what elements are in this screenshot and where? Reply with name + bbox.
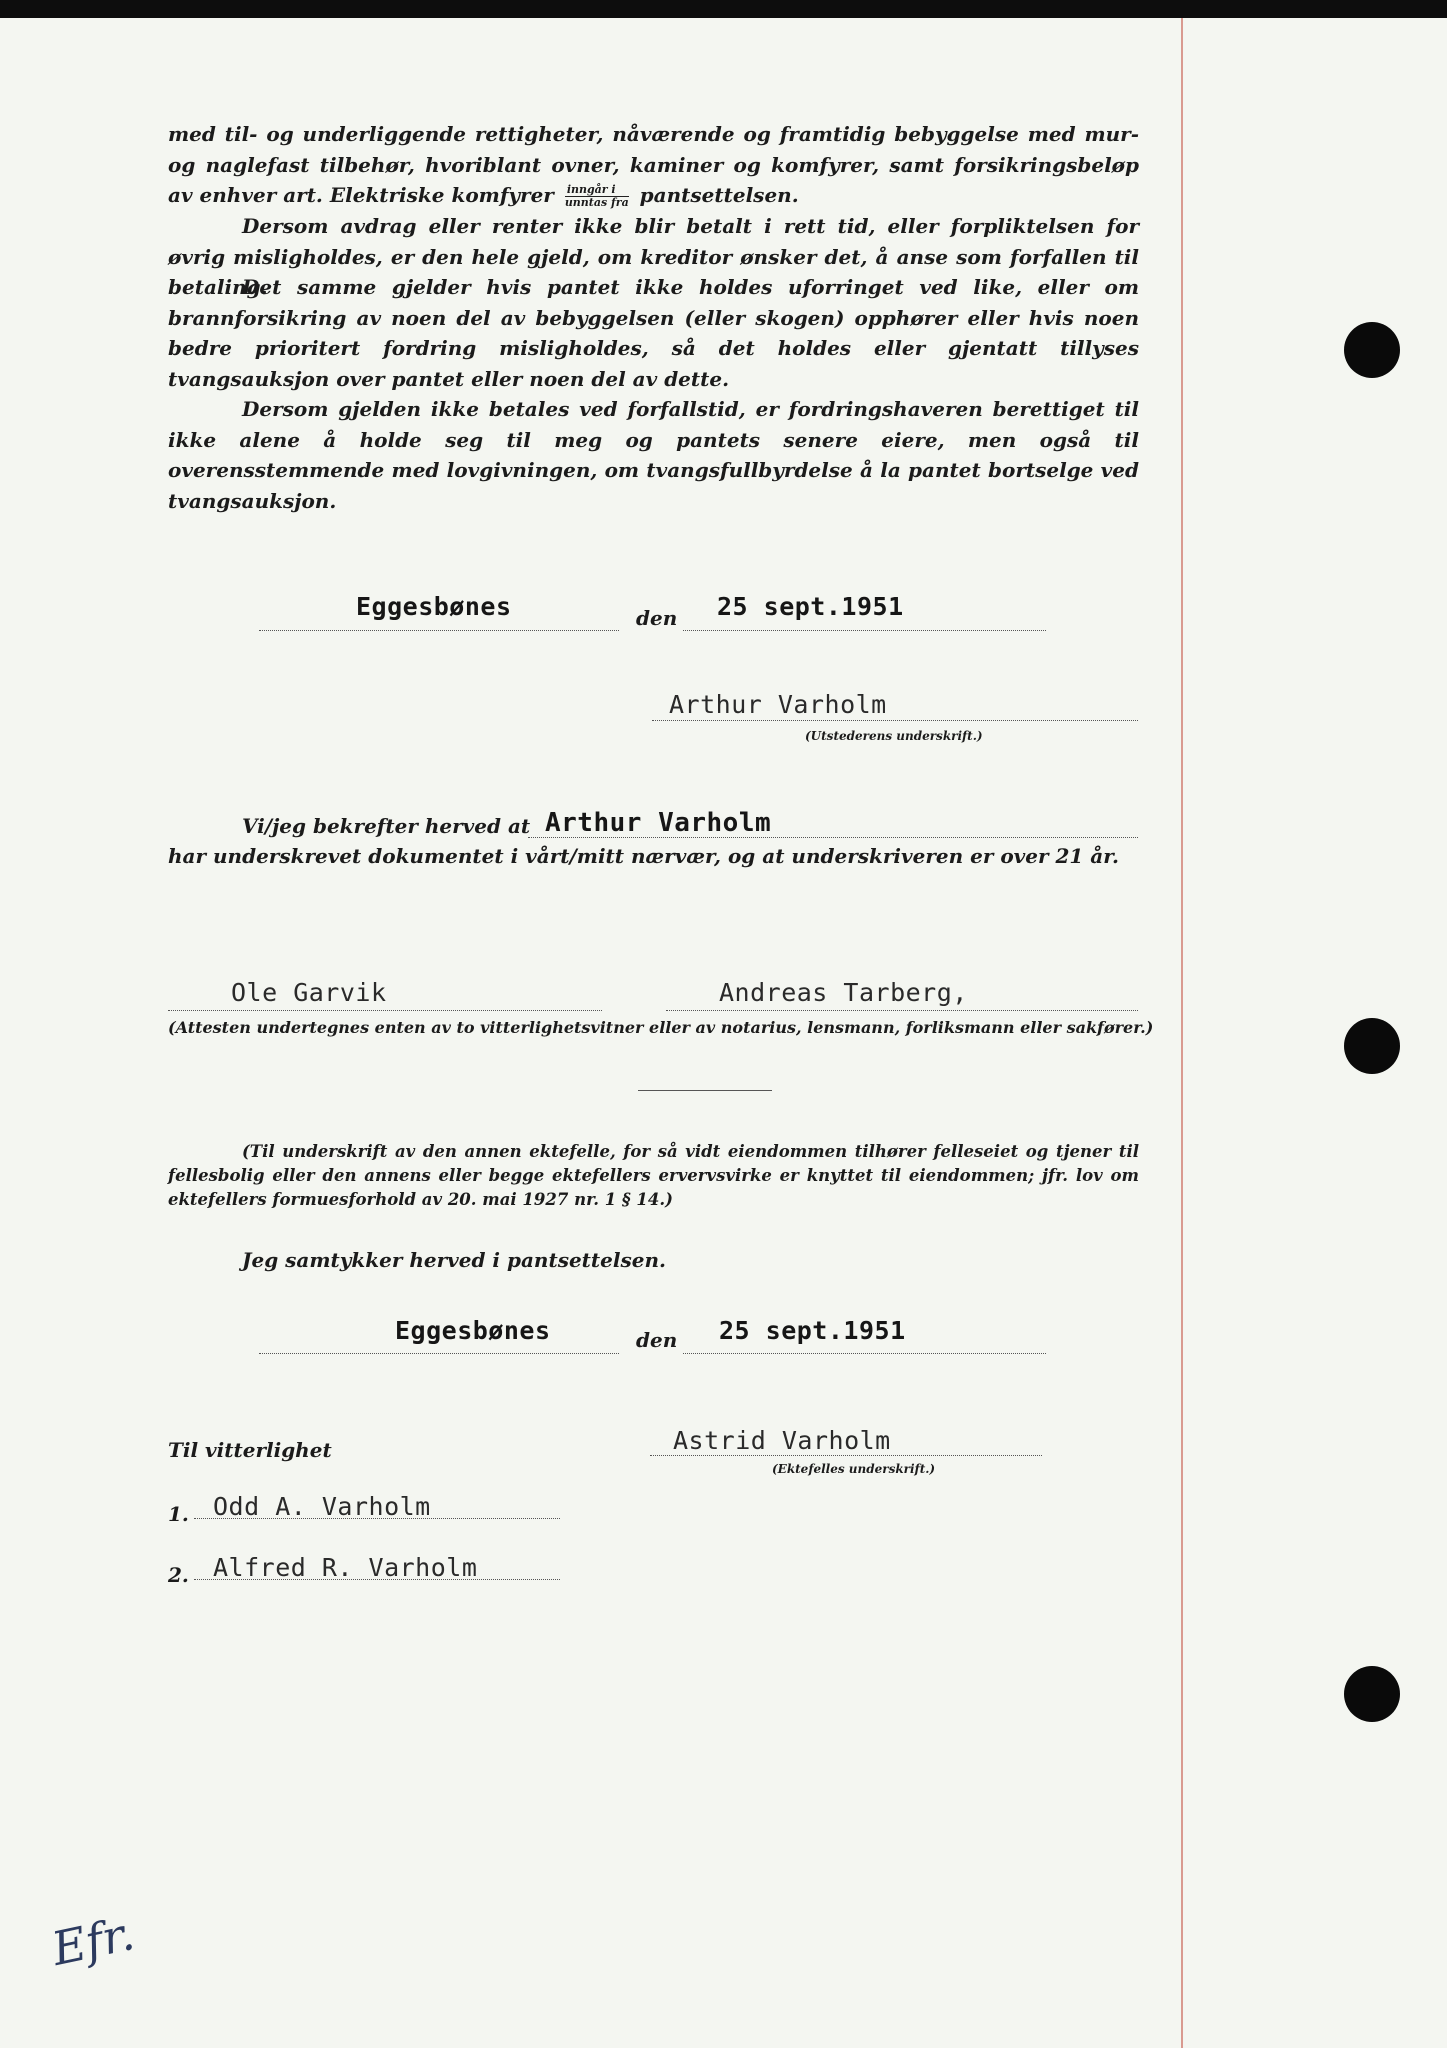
- clause-default: Dersom avdrag eller renter ikke blir betalt i rett tid, eller forpliktelsen for øvrig misligholdes, er den hele gjeld, om kreditor ønsker det, å anse som forfallen til betaling.: [168, 214, 1139, 299]
- consent-text: Jeg samtykker herved i pantsettelsen.: [242, 1248, 666, 1272]
- place-line: [259, 1353, 619, 1354]
- clause-property: [168, 119, 1139, 211]
- spouse-signature: Astrid Varholm: [673, 1426, 891, 1455]
- attestation-line: [528, 837, 1138, 838]
- attestation-name: Arthur Varholm: [545, 808, 772, 838]
- handwritten-initials: Efr.: [47, 1906, 139, 1976]
- margin-rule: [1181, 18, 1183, 2048]
- attestation-prefix: Vi/jeg bekrefter herved at: [242, 814, 531, 838]
- date-line: [683, 630, 1046, 631]
- signature-line: [652, 720, 1138, 721]
- date-1: 25 sept.1951: [717, 592, 904, 621]
- witness-left: Ole Garvik: [231, 978, 387, 1007]
- bleed-through: [1030, 88, 1034, 104]
- punch-hole: [1344, 1018, 1400, 1074]
- clause-property-text: med til- og underliggende rettigheter, nåværende og framtidig bebyggelse med mur- og naglefast tilbehør, hvoriblant ovner, kaminer og komfyrer, samt forsikringsbeløp av enhver art. Elektriske komfyrer: [168, 122, 1139, 207]
- witness-name-1: Odd A. Varholm: [213, 1492, 431, 1521]
- place-1: Eggesbønes: [356, 592, 512, 621]
- date-2: 25 sept.1951: [719, 1316, 906, 1345]
- signature-line: [650, 1455, 1042, 1456]
- witness-number-1: 1.: [168, 1502, 189, 1526]
- den-label-1: den: [636, 606, 678, 630]
- clause-insurance: Det samme gjelder hvis pantet ikke holdes uforringet ved like, eller om brannforsikring av noen del av bebyggelsen (eller skogen) opphører eller hvis noen bedre prioritert fordring misligholdes, så det holdes eller gjentatt tillyses tvangsauksjon over pantet eller noen del av dette.: [168, 275, 1139, 391]
- witness-line: [666, 1010, 1138, 1011]
- spouse-note: (Til underskrift av den annen ektefelle, for så vidt eiendommen tilhører felleseiet og tjener til fellesbolig eller den annens eller begge ektefellers ervervsvirke er knyttet til eiendommen; jfr. lov om ektefellers formuesforhold av 20. mai 1927 nr. 1 § 14.): [168, 1142, 1139, 1209]
- witness-line: [194, 1579, 560, 1580]
- witness-caption: (Attesten undertegnes enten av to vitterlighetsvitner eller av notarius, lensmann, forliksmann eller sakfører.): [168, 1018, 1154, 1037]
- witness-number-2: 2.: [168, 1563, 189, 1587]
- clause-enforcement: Dersom gjelden ikke betales ved forfallstid, er fordringshaveren berettiget til ikke alene å holde seg til meg og pantets senere eiere, men også til overensstemmende med lovgivningen, om tvangsfullbyrdelse å la pantet bortselge ved tvangsauksjon.: [168, 397, 1139, 513]
- date-line: [683, 1353, 1046, 1354]
- den-label-2: den: [636, 1328, 678, 1352]
- issuer-signature: Arthur Varholm: [669, 690, 887, 719]
- witness-line: [168, 1010, 602, 1011]
- issuer-caption: (Utstederens underskrift.): [805, 729, 983, 743]
- clause-property-end: pantsettelsen.: [639, 183, 799, 207]
- place-line: [259, 630, 619, 631]
- witness-name-2: Alfred R. Varholm: [213, 1553, 478, 1582]
- document-page: [0, 18, 1447, 2048]
- punch-hole: [1344, 322, 1400, 378]
- punch-hole: [1344, 1666, 1400, 1722]
- witness-heading: Til vitterlighet: [168, 1438, 332, 1462]
- choice-included: inngår i: [565, 184, 629, 197]
- choice-fraction: [565, 184, 629, 209]
- divider: [638, 1090, 772, 1091]
- place-2: Eggesbønes: [395, 1316, 551, 1345]
- witness-line: [194, 1518, 560, 1519]
- spouse-caption: (Ektefelles underskrift.): [772, 1462, 936, 1476]
- witness-right: Andreas Tarberg,: [719, 978, 968, 1007]
- choice-excluded: unntas fra: [564, 196, 629, 209]
- attestation-line-2: har underskrevet dokumentet i vårt/mitt nærvær, og at underskriveren er over 21 år.: [168, 844, 1119, 868]
